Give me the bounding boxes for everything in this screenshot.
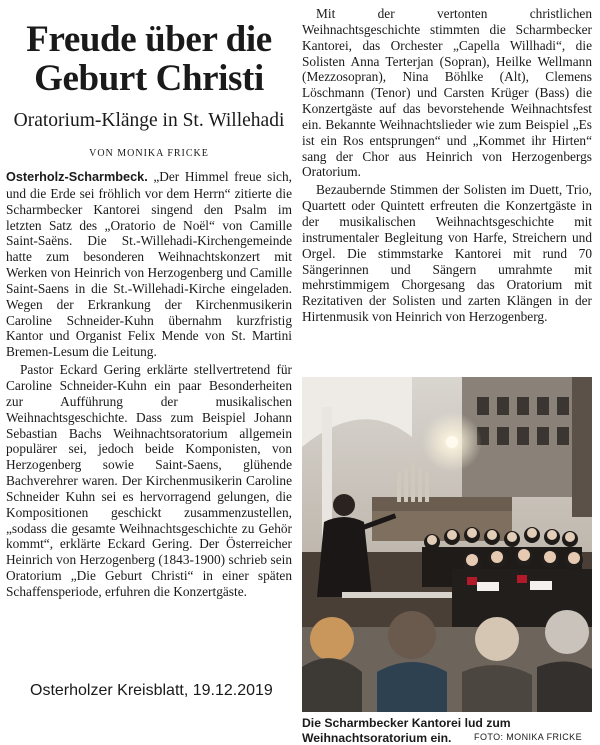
headline xyxy=(6,20,292,98)
photo-caption: Die Scharmbecker Kantorei lud zum Weihnachtsoratorium ein. xyxy=(302,716,511,745)
paragraph-4: Bezaubernde Stimmen der Solisten im Duett, Trio, Quartett oder Quintett erfreuten die Konzertgäste in der musikalischen Weihnachtsgeschichte mit instrumentaler Begleitung von Harfe, Streichern und Orgel. Die stimmstarke Kantorei mit rund 70 Sängerinnen und Sängern umrahmte mit mehrstimmigem Chorgesang das Oratorium mit Rezitativen der Solisten und zarten Klängen in der Hirtenmusik von Heinrich von Herzogenberg. xyxy=(302,182,592,325)
photo-caption-block xyxy=(302,716,592,745)
paragraph-1 xyxy=(6,169,292,360)
source-line: Osterholzer Kreisblatt, 19.12.2019 xyxy=(30,682,273,699)
headline-line-1: Freude über die xyxy=(26,19,272,60)
concert-photo-illustration xyxy=(302,377,592,712)
right-column xyxy=(302,6,592,325)
paragraph-2: Pastor Eckard Gering erklärte stellvertretend für Caroline Schneider-Kuhn ein paar Besonderheiten zur Aufführung der musikalischen Weihnachtsgeschichte. Dass zum Beispiel Johann Sebastian Bachs Weihnachtsoratorium allgemein populärer sei, jedoch beide Komponisten, von Herzogenberg sowie Saint-Saens, glühende Bachverehrer waren. Der Kirchenmusikerin Caroline Schneider Kuhn sei es hervorragend gelungen, die Kompositionen geschickt zusammenzustellen, „sodass die gesamte Weihnachtsgeschichte zu Gehör kommt“, erklärte Eckard Gering. Der Österreicher Heinrich von Herzogenberg (1843-1900) schrieb sein Oratorium „Die Geburt Christi“ in einer späten Schaffensperiode, erfuhren die Konzertgäste. xyxy=(6,362,292,599)
paragraph-1-text: „Der Himmel freue sich, und die Erde sei fröhlich vor dem Herrn“ zitierte die Scharmbecker Kantorei singend den Psalm im letzten Satz des „Oratorio de Noël“ von Camille Saint-Saëns. Die St.-Willehadi-Kirchengemeinde hatte zum besonderen Weihnachtskonzert mit Werken von Heinrich von Herzogenberg und Camille Saint-Saens in die St.-Willehadi-Kirche eingeladen. Wegen der Erkrankung der Kirchenmusikerin Caroline Schneider-Kuhn übernahm kurzfristig Kantor und Organist Felix Mende von St. Martini Bremen-Lesum die Leitung. xyxy=(6,169,292,360)
dateline: Osterholz-Scharmbeck. xyxy=(6,170,148,184)
paragraph-3: Mit der vertonten christlichen Weihnachtsgeschichte stimmten die Scharmbecker Kantorei, das Orchester „Capella Willhadi“, die Solisten Anna Terterjan (Sopran), Heilke Wellmann (Mezzosopran), Nina Böhlke (Alt), Clemens Löschmann (Tenor) und Carsten Krüger (Bass) die Konzertgäste auf das bevorstehende Weihnachtsfest ein. Bekannte Weihnachtslieder wie zum Beispiel „Es ist ein Ros entsprungen“ und „Kommet ihr Hirten“ sang der Chor aus Heinrich von Herzogenbergs Oratorium. xyxy=(302,6,592,180)
left-column xyxy=(6,6,292,600)
byline: VON MONIKA FRICKE xyxy=(89,148,209,159)
photo-credit: FOTO: MONIKA FRICKE xyxy=(474,732,582,742)
subheadline: Oratorium-Klänge in St. Willehadi xyxy=(13,110,285,131)
headline-line-2: Geburt Christi xyxy=(34,58,264,99)
concert-photo xyxy=(302,377,592,712)
